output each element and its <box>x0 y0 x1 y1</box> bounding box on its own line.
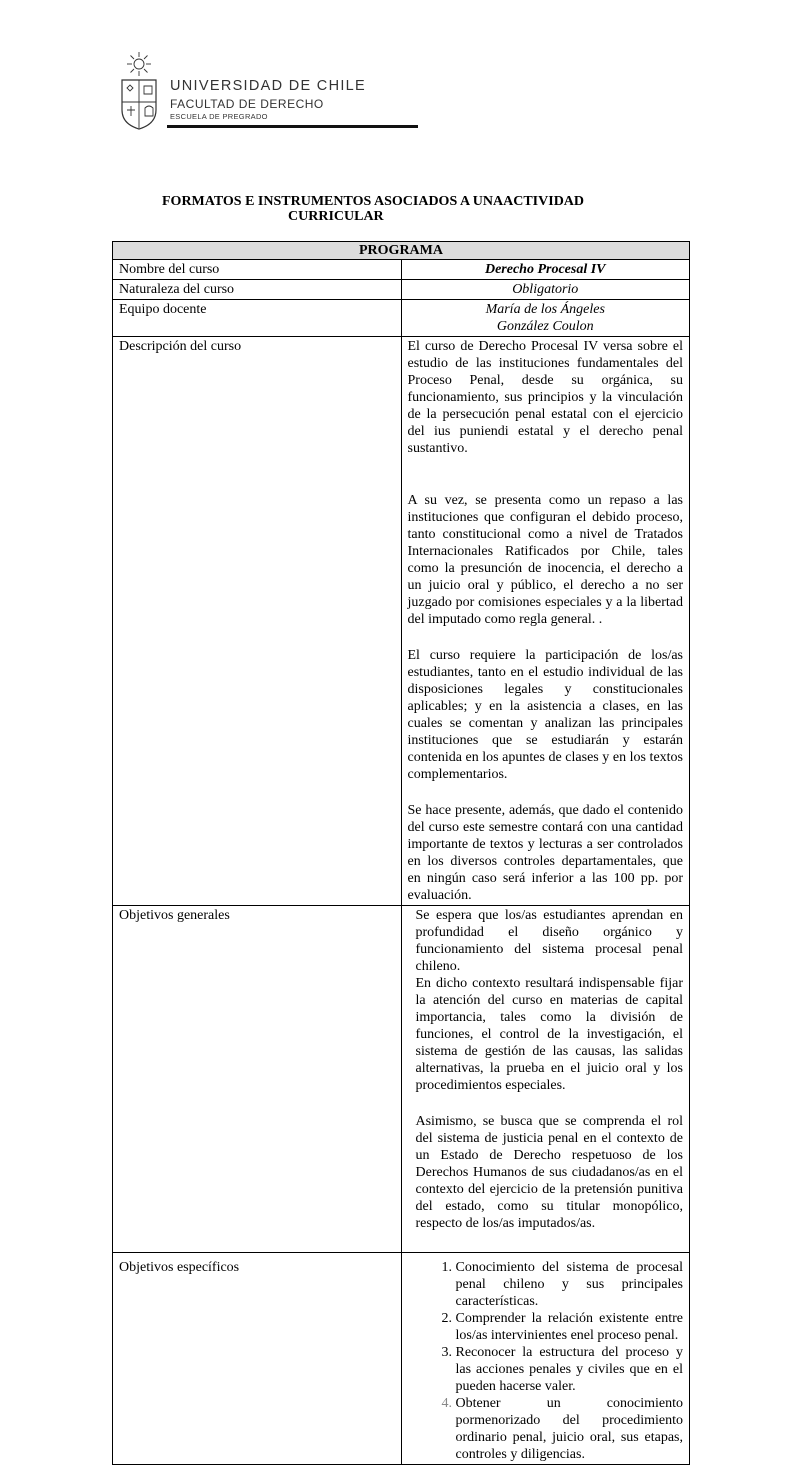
teaching-team-line1: María de los Ángeles <box>485 302 605 317</box>
general-objectives-row <box>113 906 690 1253</box>
description-paragraph: El curso requiere la participación de los/as estudiantes, tanto en el estudio individual de las disposiciones legales y constitucionales aplicables; y en la asistencia a clases, en las cuales se comentan y analizan las principales instituciones que se estudiarán y estarán contenida en los apuntes de clases y en los textos complementarios. <box>407 648 683 782</box>
list-item: 2. Comprender la relación existente entre los/as intervinientes enel proceso penal. <box>456 1310 684 1344</box>
course-name-value: Derecho Procesal IV <box>401 260 690 280</box>
general-objectives-label: Objetivos generales <box>113 906 402 1253</box>
school-name: ESCUELA DE PREGRADO <box>170 112 268 121</box>
general-objectives-paragraph: Asimismo, se busca que se comprenda el rol del sistema de justicia penal en el contexto de un Estado de Derecho respetuoso de los Derechos Humanos de sus ciudadanos/as en el contexto del ejercicio de la pretensión punitiva del estado, como su titular monopólico, respecto de los/as imputados/as. <box>415 1114 683 1231</box>
specific-objectives-value <box>401 1253 690 1465</box>
teaching-team-row <box>113 300 690 337</box>
course-name-label: Nombre del curso <box>113 260 402 280</box>
course-name-row <box>113 260 690 280</box>
university-name: UNIVERSIDAD DE CHILE <box>170 78 367 94</box>
faculty-name: FACULTAD DE DERECHO <box>170 97 324 111</box>
document-title-line1: FORMATOS E INSTRUMENTOS ASOCIADOS A UNAACTIVIDAD <box>162 194 585 209</box>
description-value <box>401 337 690 906</box>
header-rule <box>167 125 418 128</box>
course-nature-label: Naturaleza del curso <box>113 280 402 300</box>
specific-objectives-label: Objetivos específicos <box>113 1253 402 1465</box>
university-crest-icon <box>117 52 161 130</box>
course-nature-row <box>113 280 690 300</box>
description-row <box>113 337 690 906</box>
specific-objectives-row <box>113 1253 690 1465</box>
program-header-row <box>113 242 690 260</box>
list-item: 1. Conocimiento del sistema de procesal penal chileno y sus principales características. <box>456 1259 684 1310</box>
list-item: 4. Obtener un conocimiento pormenorizado del procedimiento ordinario penal, juicio oral, sus etapas, controles y diligencias. <box>456 1395 684 1463</box>
teaching-team-value <box>401 300 690 337</box>
general-objectives-value <box>401 906 690 1253</box>
program-table <box>112 241 690 1465</box>
description-paragraph: El curso de Derecho Procesal IV versa sobre el estudio de las instituciones fundamentales del Proceso Penal, desde su orgánica, su funcionamiento, sus principios y la vinculación de la persecución penal estatal con el ejercicio del ius puniendi estatal y el derecho penal sustantivo. <box>407 339 683 456</box>
description-label: Descripción del curso <box>113 337 402 906</box>
list-item: 3. Reconocer la estructura del proceso y las acciones penales y civiles que en el pueden hacerse valer. <box>456 1344 684 1395</box>
specific-objectives-list <box>408 1259 684 1463</box>
general-objectives-paragraph: Se espera que los/as estudiantes aprendan en profundidad el diseño orgánico y funcionamiento del sistema procesal penal chileno. <box>415 908 683 974</box>
general-objectives-paragraph: En dicho contexto resultará indispensable fijar la atención del curso en materias de capital importancia, tales como la división de funciones, el control de la investigación, el sistema de gestión de las causas, las salidas alternativas, la prueba en el juicio oral y los procedimientos especiales. <box>415 976 683 1093</box>
document-title <box>162 194 622 224</box>
course-nature-value: Obligatorio <box>401 280 690 300</box>
description-paragraph: A su vez, se presenta como un repaso a las instituciones que configuran el debido proceso, tanto constitucional como a nivel de Tratados Internacionales Ratificados por Chile, tales como la presunción de inocencia, el derecho a un juicio oral y público, el derecho a no ser juzgado por comisiones especiales y a la libertad del imputado como regla general. . <box>407 493 683 627</box>
teaching-team-label: Equipo docente <box>113 300 402 337</box>
description-paragraph: Se hace presente, además, que dado el contenido del curso este semestre contará con una cantidad importante de textos y lecturas a ser controlados en los diversos controles departamentales, que en ningún caso será inferior a las 100 pp. por evaluación. <box>407 803 683 903</box>
document-title-line2: CURRICULAR <box>288 209 384 224</box>
program-heading: PROGRAMA <box>113 242 690 260</box>
teaching-team-line2: González Coulon <box>496 319 594 334</box>
